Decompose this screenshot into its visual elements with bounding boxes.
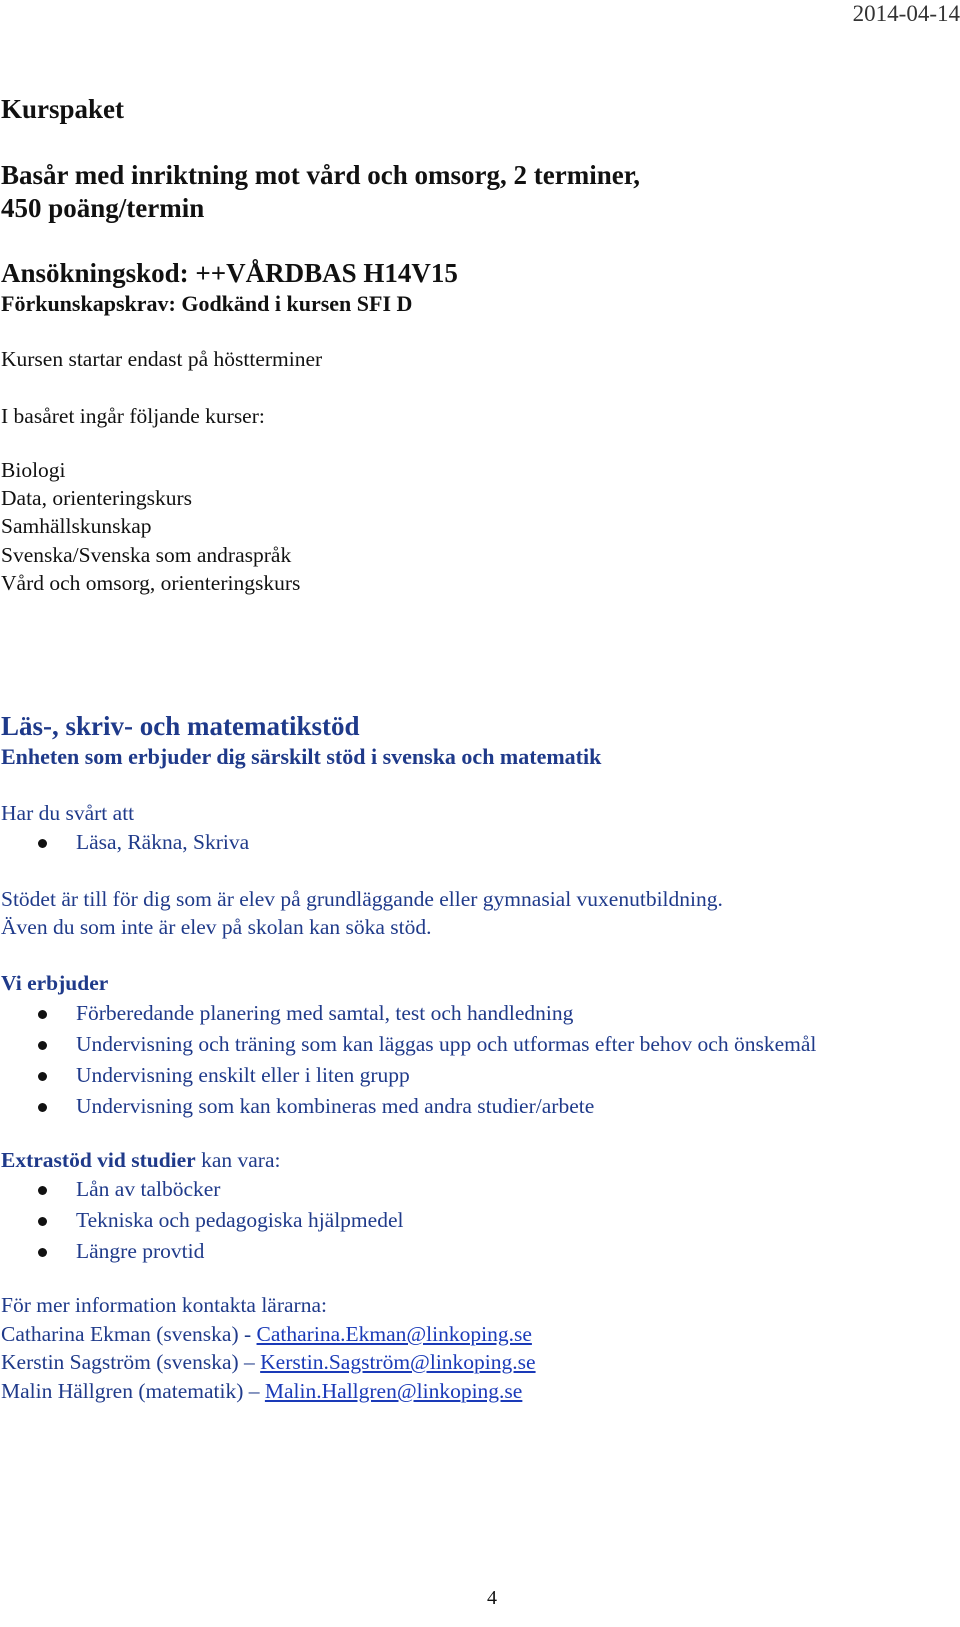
header-date: 2014-04-14 [852, 1, 960, 26]
page-number: 4 [487, 1587, 497, 1609]
bullet-icon [38, 1248, 47, 1257]
courses-intro: I basåret ingår följande kurser: [1, 404, 265, 428]
list-item: Undervisning enskilt eller i liten grupp [1, 1060, 816, 1091]
support-subheading: Enheten som erbjuder dig särskilt stöd i svenska och matematik [1, 744, 602, 769]
bullet-icon [38, 1072, 47, 1081]
bullet-icon [38, 1010, 47, 1019]
course-item: Vård och omsorg, orienteringskurs [1, 571, 301, 595]
email-link[interactable]: Kerstin.Sagström@linkoping.se [260, 1350, 536, 1374]
bullet-icon [38, 839, 47, 848]
list-item: Längre provtid [1, 1236, 403, 1267]
target-line-1: Stödet är till för dig som är elev på grundläggande eller gymnasial vuxenutbildning. [1, 887, 723, 911]
extra-support-line [1, 1146, 280, 1175]
extras-list [1, 1174, 403, 1267]
support-question: Har du svårt att [1, 801, 135, 825]
course-item: Data, orienteringskurs [1, 486, 193, 510]
offer-heading: Vi erbjuder [1, 971, 109, 995]
list-item: Förberedande planering med samtal, test och handledning [1, 998, 816, 1029]
list-item: Undervisning och träning som kan läggas upp och utformas efter behov och önskemål [1, 1029, 816, 1060]
bullet-icon [38, 1217, 47, 1226]
course-item: Svenska/Svenska som andraspråk [1, 543, 292, 567]
package-title-line-1: Basår med inriktning mot vård och omsorg, 2 terminer, [1, 160, 640, 190]
bullet-icon [38, 1103, 47, 1112]
course-item: Samhällskunskap [1, 514, 152, 538]
contact-row [1, 1348, 536, 1377]
list-item: Undervisning som kan kombineras med andra studier/arbete [1, 1091, 816, 1122]
contact-intro: För mer information kontakta lärarna: [1, 1293, 327, 1317]
target-line-2: Även du som inte är elev på skolan kan söka stöd. [1, 915, 432, 939]
bullet-icon [38, 1041, 47, 1050]
list-item: Tekniska och pedagogiska hjälpmedel [1, 1205, 403, 1236]
email-link[interactable]: Catharina.Ekman@linkoping.se [256, 1322, 532, 1346]
bullet-icon [38, 1186, 47, 1195]
contact-row [1, 1377, 522, 1406]
contact-name: Catharina Ekman (svenska) - [1, 1322, 257, 1346]
contact-name: Malin Hällgren (matematik) – [1, 1379, 265, 1403]
list-item: Lån av talböcker [1, 1174, 403, 1205]
difficulties-list [1, 827, 249, 858]
extra-support-heading: Extrastöd vid studier [1, 1148, 196, 1172]
support-heading: Läs-, skriv- och matematikstöd [1, 711, 360, 741]
course-item: Biologi [1, 458, 66, 482]
email-link[interactable]: Malin.Hallgren@linkoping.se [264, 1379, 523, 1403]
start-note: Kursen startar endast på höstterminer [1, 347, 323, 371]
offers-list [1, 998, 816, 1122]
contact-name: Kerstin Sagström (svenska) – [1, 1350, 261, 1374]
contact-row [1, 1320, 532, 1349]
package-title-line-2: 450 poäng/termin [1, 193, 205, 223]
application-code: Ansökningskod: ++VÅRDBAS H14V15 [1, 258, 458, 288]
list-item: Läsa, Räkna, Skriva [1, 827, 249, 858]
extra-support-suffix: kan vara: [195, 1148, 281, 1172]
prerequisites: Förkunskapskrav: Godkänd i kursen SFI D [1, 291, 413, 316]
section-heading-kurspaket: Kurspaket [1, 94, 125, 124]
